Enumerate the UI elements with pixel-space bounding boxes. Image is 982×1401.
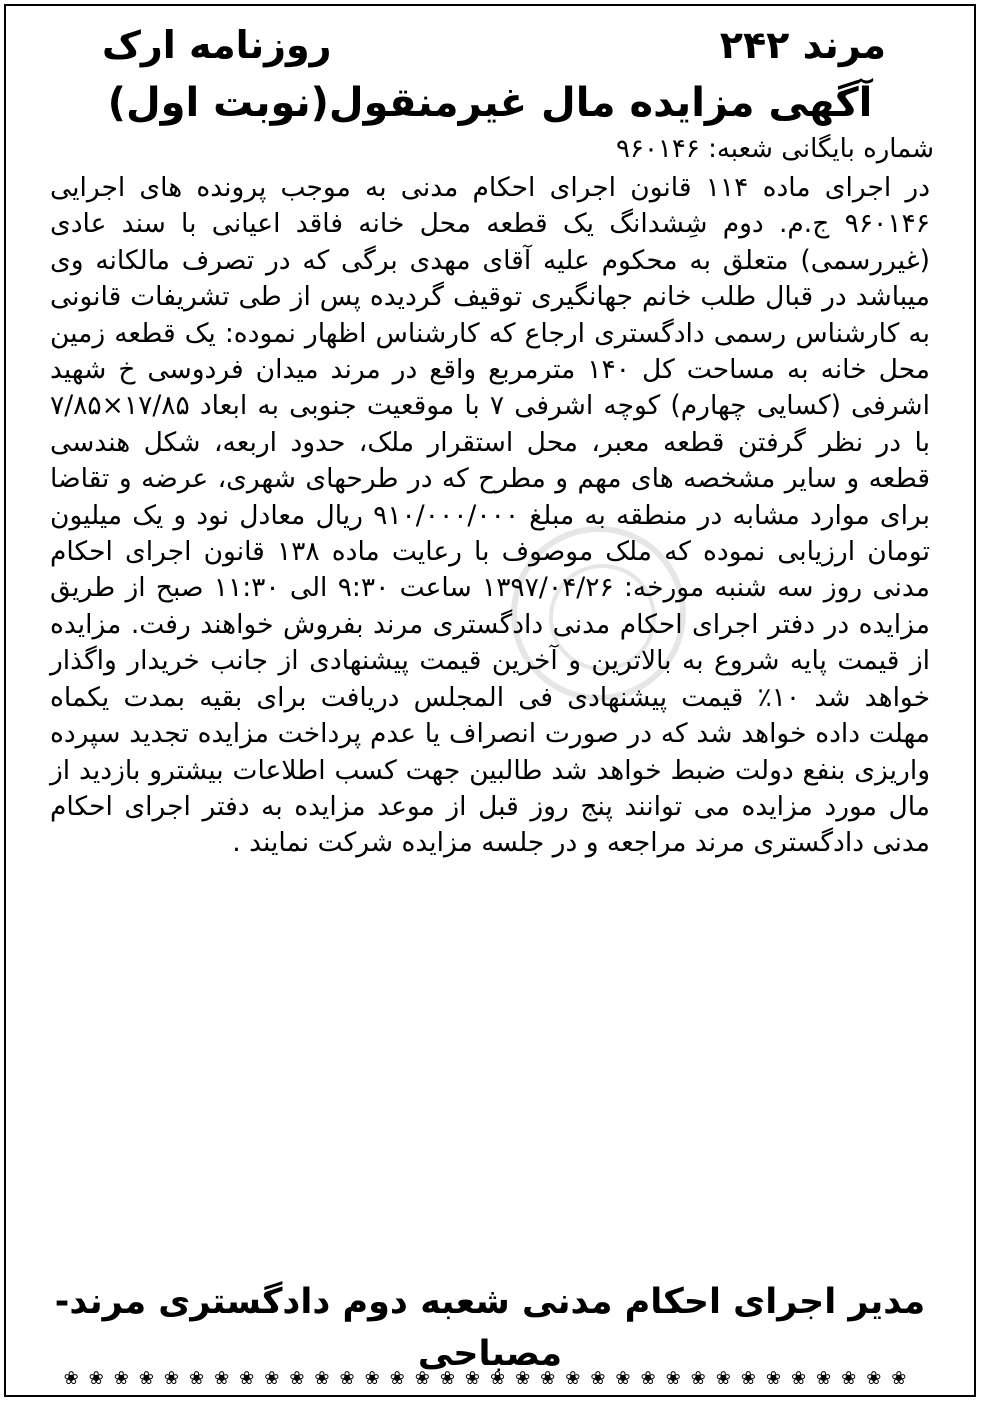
notice-title: آگهی مزایده مال غیرمنقول(نوبت اول) [107,80,873,126]
signature-line: مدیر اجرای احکام مدنی شعبه دوم دادگستری مرند- مصباحی [54,1282,926,1374]
notice-frame [4,4,976,1397]
notice-body: در اجرای ماده ۱۱۴ قانون اجرای احکام مدنی به موجب پرونده های اجرایی ۹۶۰۱۴۶ ج.م. دوم شِشدانگ یک قطعه محل خانه فاقد اعیانی با سند عادی (غیررسمی) متعلق به محکوم علیه آقای مهدی برگی که در تصرف مالکانه وی میباشد در قبال طلب خانم جهانگیری توقیف گردیده پس از طی تشریفات قانونی به کارشناس رسمی دادگستری ارجاع که کارشناس اظهار نموده: یک قطعه زمین محل خانه به مساحت کل ۱۴۰ مترمربع واقع در مرند میدان فردوسی خ شهید اشرفی (کسایی چهارم) کوچه اشرفی ۷ با موقعیت جنوبی به ابعاد ۱۷/۸۵×۷/۸۵ با در نظر گرفتن قطعه معبر، محل استقرار ملک، حدود اربعه، شکل هندسی قطعه و سایر مشخصه های مهم و مطرح که در طرحهای شهری، عرضه و تقاضا برای موارد مشابه در منطقه به مبلغ ۹۱۰/۰۰۰/۰۰۰ ریال معادل نود و یک میلیون تومان ارزیابی نموده که ملک موصوف با رعایت ماده ۱۳۸ قانون اجرای احکام مدنی روز سه شنبه مورخه: ۱۳۹۷/۰۴/۲۶ ساعت ۹:۳۰ الی ۱۱:۳۰ صبح از طریق مزایده در دفتر اجرای احکام مدنی دادگستری مرند بفروش خواهند رفت. مزایده از قیمت پایه شروع به بالاترین و آخرین قیمت پیشنهادی از جانب خریدار واگذار خواهد شد ۱۰٪ قیمت پیشنهادی فی المجلس دریافت برای بقیه بمدت یکماه مهلت داده خواهد شد که در صورت انصراف یا عدم پرداخت مزایده تجدید سپرده واریزی بنفع دولت ضبط خواهد شد طالبین جهت کسب اطلاعات بیشترو بازدید از مال مورد مزایده می توانند پنج روز قبل از موعد مزایده به دفتر اجرای احکام مدنی دادگستری مرند مراجعه و در جلسه مزایده شرکت نمایند . [50,172,931,859]
archive-number: شماره بایگانی شعبه: ۹۶۰۱۴۶ [616,134,934,164]
masthead [6,20,974,70]
issue-label: مرند ۲۴۲ [719,23,886,67]
ornament-border: ❀❀❀❀❀❀❀❀❀❀❀❀❀❀❀❀❀❀❀❀❀❀❀❀❀❀❀❀❀❀❀❀❀❀ [63,1368,917,1389]
newspaper-name: روزنامه ارک [102,23,332,67]
